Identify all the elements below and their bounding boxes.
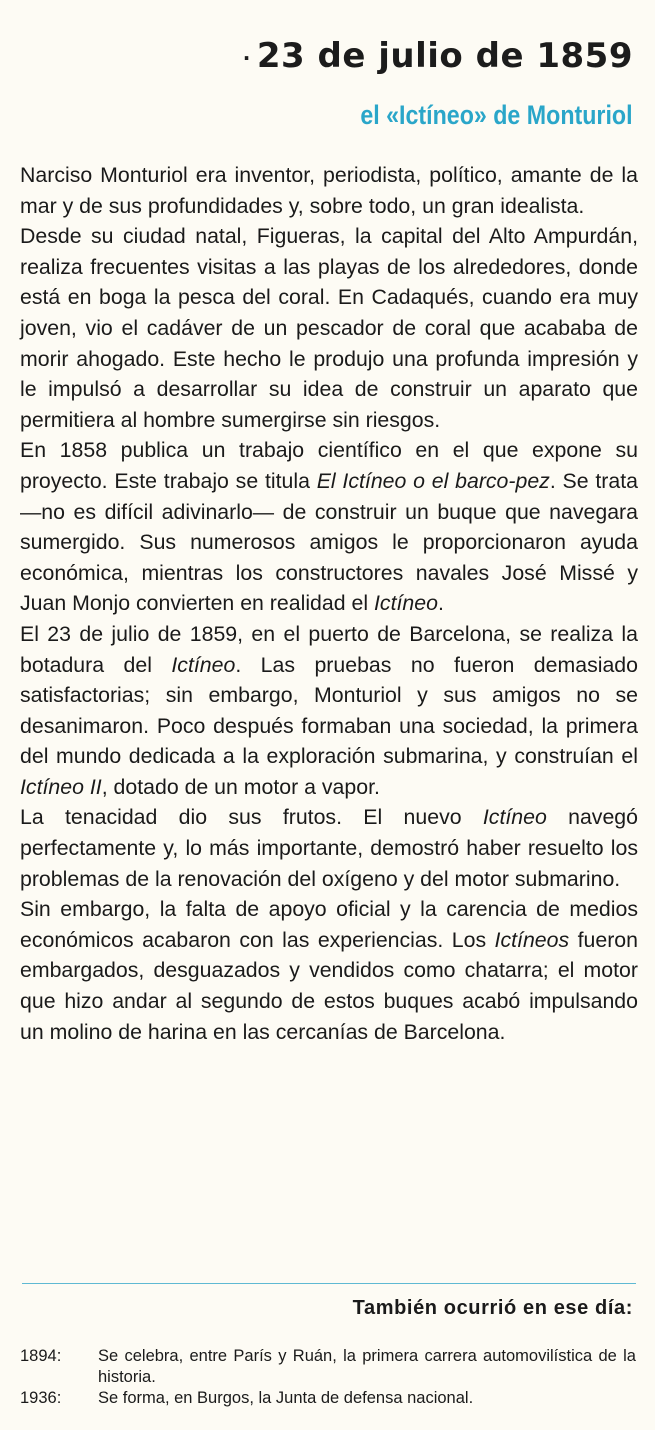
vessel-name: Ictíneo: [482, 805, 547, 830]
events-list: [20, 1346, 636, 1409]
event-item: [20, 1346, 636, 1388]
vessel-name: Ictíneos: [494, 927, 570, 952]
page-title: [243, 36, 633, 76]
article-paragraph: Desde su ciudad natal, Figueras, la capital del Alto Ampurdán, realiza frecuentes visitas a las playas de los alrededores, donde está en boga la pesca del coral. En Cadaqués, cuando era muy joven, vio el cadáver de un pescador de coral que acababa de morir ahogado. Este hecho le produjo una profunda impresión y le impulsó a desarrollar su idea de construir un aparato que permitiera al hombre sumergirse sin riesgos.: [20, 224, 638, 432]
book-title: El Ictíneo o el barco-pez: [316, 468, 550, 493]
section-divider: [22, 1283, 636, 1284]
vessel-name: Ictíneo: [171, 652, 236, 677]
event-year: 1936:: [20, 1389, 62, 1407]
vessel-name: Ictíneo: [374, 591, 438, 616]
also-happened-heading: También ocurrió en ese día:: [352, 1297, 633, 1319]
date-title: 23 de julio de 1859: [256, 36, 633, 76]
article-body: [20, 160, 638, 1047]
article-paragraph: Sin embargo, la falta de apoyo oficial y la carencia de medios económicos acabaron con las experiencias. Los Ictíneos fueron embargados, desguazados y vendidos como chatarra; el motor que hizo andar al segundo de estos buques acabó impulsando un molino de harina en las cercanías de Barcelona.: [20, 897, 638, 1044]
article-paragraph: En 1858 publica un trabajo científico en el que expone su proyecto. Este trabajo se titula El Ictíneo o el barco-pez. Se trata —no es difícil adivinarlo— de construir un buque que navegara sumergido. Sus numerosos amigos le proporcionaron ayuda económica, mientras los constructores navales José Missé y Juan Monjo convierten en realidad el Ictíneo.: [20, 438, 638, 616]
event-text: Se celebra, entre París y Ruán, la primera carrera automovilística de la historia.: [98, 1347, 636, 1386]
article-paragraph: El 23 de julio de 1859, en el puerto de Barcelona, se realiza la botadura del Ictíneo. Las pruebas no fueron demasiado satisfactorias; sin embargo, Monturiol y sus amigos no se desanimaron. Poco después formaban una sociedad, la primera del mundo dedicada a la exploración submarina, y construían el Ictíneo II, dotado de un motor a vapor.: [20, 621, 638, 799]
title-bullet: ·: [242, 45, 251, 70]
article-paragraph: La tenacidad dio sus frutos. El nuevo Ictíneo navegó perfectamente y, lo más importante, demostró haber resuelto los problemas de la renovación del oxígeno y del motor submarino.: [20, 805, 638, 891]
page-subtitle: el «Ictíneo» de Monturiol: [360, 100, 633, 130]
event-year: 1894:: [20, 1347, 62, 1365]
event-item: [20, 1388, 636, 1409]
vessel-name: Ictíneo II: [20, 774, 102, 799]
event-text: Se forma, en Burgos, la Junta de defensa nacional.: [98, 1389, 474, 1407]
article-paragraph: Narciso Monturiol era inventor, periodista, político, amante de la mar y de sus profundidades y, sobre todo, un gran idealista.: [20, 163, 638, 218]
